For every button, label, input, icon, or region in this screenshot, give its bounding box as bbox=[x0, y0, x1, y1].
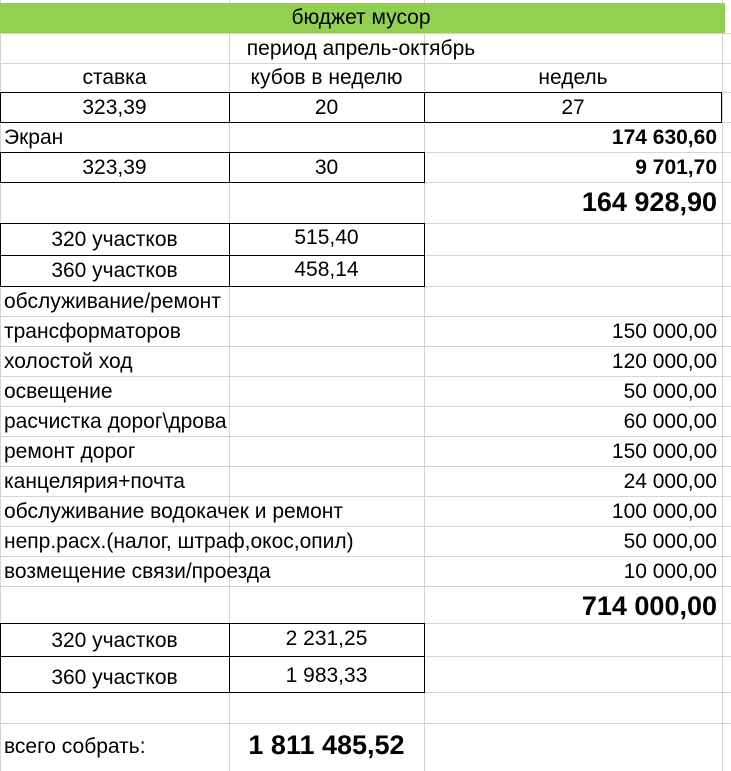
expense-value: 10 000,00 bbox=[623, 560, 717, 583]
expense-value: 50 000,00 bbox=[623, 530, 717, 553]
expense-plot-label: 360 участков bbox=[51, 666, 178, 689]
grid-line bbox=[0, 346, 731, 347]
grand-total-label: всего собрать: bbox=[4, 735, 146, 758]
expense-plot-value: 1 983,33 bbox=[285, 664, 368, 687]
cell-border bbox=[0, 92, 722, 93]
expense-label: освещение bbox=[4, 380, 113, 403]
cell-border bbox=[0, 182, 425, 183]
expense-plot-label: 320 участков bbox=[51, 629, 178, 652]
cell-border bbox=[0, 692, 425, 693]
second-cubes: 30 bbox=[314, 156, 339, 179]
second-rate: 323,39 bbox=[82, 156, 147, 179]
grid-line bbox=[0, 33, 731, 34]
grid-line bbox=[0, 496, 731, 497]
expense-label: трансформаторов bbox=[4, 320, 181, 343]
garbage-plot-value: 458,14 bbox=[294, 258, 359, 281]
expense-value: 150 000,00 bbox=[611, 320, 717, 343]
grid-line bbox=[0, 406, 731, 407]
base-weeks: 27 bbox=[561, 96, 585, 119]
grid-line bbox=[0, 466, 731, 467]
grid-line bbox=[0, 586, 731, 587]
grand-total-value: 1 811 485,52 bbox=[248, 730, 405, 760]
expense-value: 24 000,00 bbox=[623, 470, 717, 493]
grid-line bbox=[0, 316, 731, 317]
expense-label: канцелярия+почта bbox=[4, 470, 185, 493]
expense-value: 120 000,00 bbox=[611, 350, 717, 373]
cell-border bbox=[0, 623, 425, 624]
cell-border bbox=[0, 122, 722, 123]
grid-line bbox=[0, 526, 731, 527]
expense-label: холостой ход bbox=[4, 350, 133, 373]
garbage-plot-label: 320 участков bbox=[51, 228, 178, 251]
header-rate: ставка bbox=[82, 66, 147, 89]
cell-border bbox=[0, 152, 425, 153]
base-rate: 323,39 bbox=[82, 96, 147, 119]
period-label: период апрель-октябрь bbox=[246, 37, 476, 60]
screen-label: Экран bbox=[4, 126, 64, 149]
cell-border bbox=[0, 656, 425, 657]
grid-line bbox=[0, 556, 731, 557]
expense-label: обслуживание/ремонт bbox=[4, 290, 221, 313]
grid-line bbox=[0, 436, 731, 437]
expense-label: обслуживание водокачек и ремонт bbox=[4, 500, 344, 523]
cell-border bbox=[0, 223, 425, 224]
base-cubes: 20 bbox=[314, 96, 339, 119]
grid-line bbox=[0, 376, 731, 377]
cell-border bbox=[424, 623, 425, 693]
expense-value: 100 000,00 bbox=[611, 500, 717, 523]
expense-value: 60 000,00 bbox=[623, 410, 717, 433]
garbage-total: 164 928,90 bbox=[581, 187, 717, 217]
second-value: 9 701,70 bbox=[635, 156, 717, 179]
screen-total: 174 630,60 bbox=[611, 126, 717, 149]
expense-plot-value: 2 231,25 bbox=[285, 627, 368, 650]
expense-value: 150 000,00 bbox=[611, 440, 717, 463]
expense-label: расчистка дорог\дрова bbox=[4, 410, 227, 433]
garbage-plot-label: 360 участков bbox=[51, 259, 178, 282]
expense-label: непр.расх.(налог, штраф,окос,опил) bbox=[4, 530, 354, 553]
header-cubes: кубов в неделю bbox=[250, 66, 403, 89]
sheet-title: бюджет мусор bbox=[291, 6, 431, 29]
grid-line bbox=[722, 0, 723, 771]
expense-value: 50 000,00 bbox=[623, 380, 717, 403]
grid-line bbox=[0, 63, 731, 64]
cell-border bbox=[0, 255, 425, 256]
cell-border bbox=[0, 286, 425, 287]
cell-border bbox=[424, 223, 425, 287]
expenses-total: 714 000,00 bbox=[581, 591, 717, 621]
expense-label: возмещение связи/проезда bbox=[4, 560, 271, 583]
garbage-plot-value: 515,40 bbox=[294, 226, 359, 249]
header-weeks: недель bbox=[538, 66, 608, 89]
expense-label: ремонт дорог bbox=[4, 440, 136, 463]
grid-line bbox=[0, 723, 731, 724]
